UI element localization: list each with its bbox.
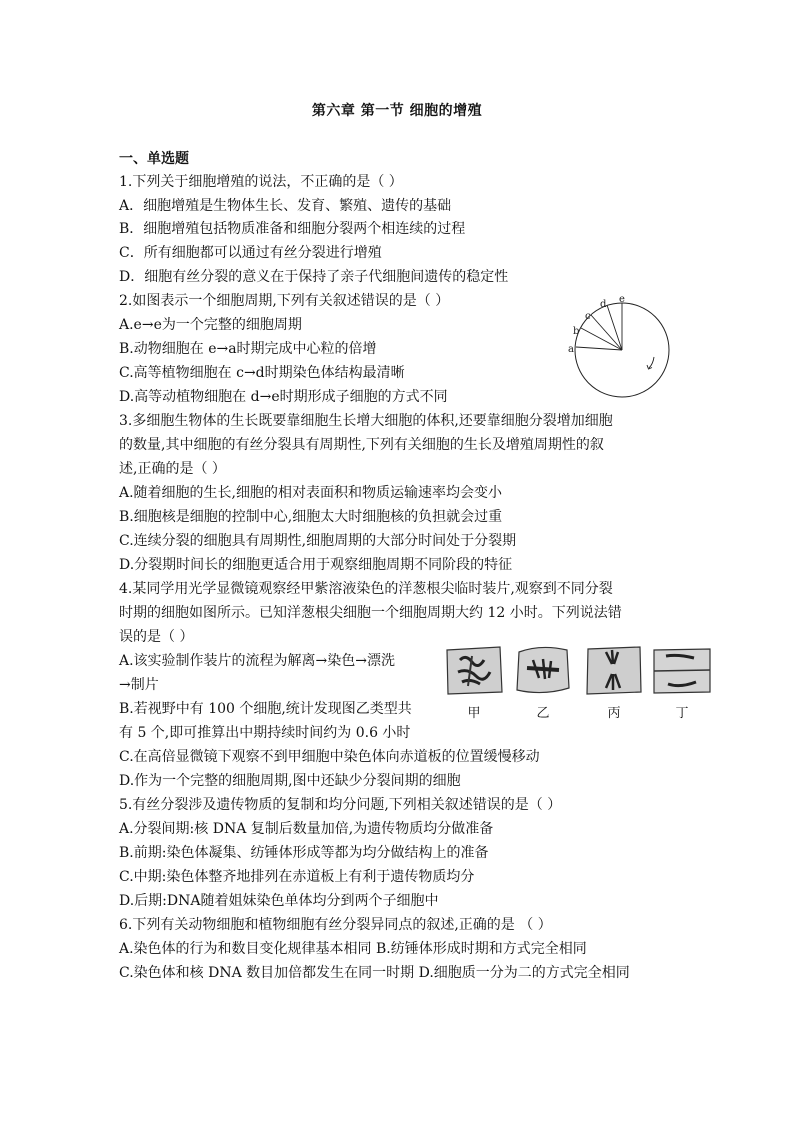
q2-stem: 2.如图表示一个细胞周期,下列有关叙述错误的是（ ） — [119, 293, 450, 309]
micrograph-bing — [582, 642, 646, 698]
q5-stem: 5.有丝分裂涉及遗传物质的复制和均分问题,下列相关叙述错误的是（ ） — [119, 797, 562, 813]
q5-option-d: D.后期:DNA随着姐妹染色单体均分到两个子细胞中 — [119, 893, 439, 909]
q4-option-a-line2: →制片 — [119, 677, 159, 693]
label-jia: 甲 — [467, 706, 481, 721]
micrograph-ding — [650, 642, 714, 698]
label-b: b — [573, 326, 580, 337]
q4-stem-line1: 4.某同学用光学显微镜观察经甲紫溶液染色的洋葱根尖临时装片,观察到不同分裂 — [119, 581, 613, 597]
q4-option-b-line1: B.若视野中有 100 个细胞,统计发现图乙类型共 — [119, 701, 412, 717]
q4-stem-line3: 误的是（ ） — [119, 629, 194, 645]
q6-options-cd: C.染色体和核 DNA 数目加倍都发生在同一时期 D.细胞质一分为二的方式完全相同 — [119, 965, 630, 981]
q4-option-d: D.作为一个完整的细胞周期,图中还缺少分裂间期的细胞 — [119, 773, 461, 789]
micrograph-yi — [511, 642, 575, 698]
q5-option-c: C.中期:染色体整齐地排列在赤道板上有利于遗传物质均分 — [119, 869, 475, 885]
q2-option-c: C.高等植物细胞在 c→d时期染色体结构最清晰 — [119, 365, 405, 381]
q4-stem-line2: 时期的细胞如图所示。已知洋葱根尖细胞一个细胞周期大约 12 小时。下列说法错 — [119, 605, 622, 621]
page-title: 第六章 第一节 细胞的增殖 — [311, 103, 483, 119]
q3-stem-line3: 述,正确的是（ ） — [119, 461, 226, 477]
q1-option-d: D．细胞有丝分裂的意义在于保持了亲子代细胞间遗传的稳定性 — [119, 269, 509, 285]
label-yi: 乙 — [536, 706, 550, 721]
q1-option-a: A．细胞增殖是生物体生长、发育、繁殖、遗传的基础 — [119, 198, 452, 214]
q2-option-b: B.动物细胞在 e→a时期完成中心粒的倍增 — [119, 341, 377, 357]
label-c: c — [585, 311, 591, 322]
label-e: e — [619, 294, 625, 305]
q6-options-ab: A.染色体的行为和数目变化规律基本相同 B.纺锤体形成时期和方式完全相同 — [119, 941, 587, 957]
section-heading: 一、单选题 — [119, 151, 189, 167]
label-ding: 丁 — [675, 706, 689, 721]
q1-stem: 1.下列关于细胞增殖的说法，不正确的是（ ） — [119, 174, 403, 190]
q3-option-a: A.随着细胞的生长,细胞的相对表面积和物质运输速率均会变小 — [119, 485, 503, 501]
q4-option-c: C.在高倍显微镜下观察不到甲细胞中染色体向赤道板的位置缓慢移动 — [119, 749, 540, 765]
q3-option-c: C.连续分裂的细胞具有周期性,细胞周期的大部分时间处于分裂期 — [119, 533, 517, 549]
direction-arrow-icon — [649, 357, 654, 368]
q3-option-d: D.分裂期时间长的细胞更适合用于观察细胞周期不同阶段的特征 — [119, 557, 513, 573]
q2-option-a: A.e→e为一个完整的细胞周期 — [119, 317, 302, 333]
q4-option-a-line1: A.该实验制作装片的流程为解离→染色→漂洗 — [119, 653, 396, 669]
cell-cycle-diagram — [562, 294, 682, 402]
q3-stem-line1: 3.多细胞生物体的生长既要靠细胞生长增大细胞的体积,还要靠细胞分裂增加细胞 — [119, 413, 613, 429]
q3-option-b: B.细胞核是细胞的控制中心,细胞太大时细胞核的负担就会过重 — [119, 509, 503, 525]
micrograph-jia — [442, 642, 506, 698]
q6-stem: 6.下列有关动物细胞和植物细胞有丝分裂异同点的叙述,正确的是 （ ） — [119, 917, 552, 933]
label-d: d — [600, 299, 607, 310]
q2-option-d: D.高等动植物细胞在 d→e时期形成子细胞的方式不同 — [119, 389, 448, 405]
radius-c — [591, 315, 622, 350]
radius-a — [576, 347, 622, 350]
q5-option-a: A.分裂间期:核 DNA 复制后数量加倍,为遗传物质均分做准备 — [119, 821, 494, 837]
label-bing: 丙 — [607, 706, 621, 721]
q1-option-c: C．所有细胞都可以通过有丝分裂进行增殖 — [119, 245, 382, 261]
q4-option-b-line2: 有 5 个,即可推算出中期持续时间约为 0.6 小时 — [119, 725, 411, 741]
q3-stem-line2: 的数量,其中细胞的有丝分裂具有周期性,下列有关细胞的生长及增殖周期性的叙 — [119, 437, 604, 453]
q1-option-b: B．细胞增殖包括物质准备和细胞分裂两个相连续的过程 — [119, 221, 466, 237]
label-a: a — [568, 344, 574, 355]
q5-option-b: B.前期:染色体凝集、纺锤体形成等都为均分做结构上的准备 — [119, 845, 489, 861]
